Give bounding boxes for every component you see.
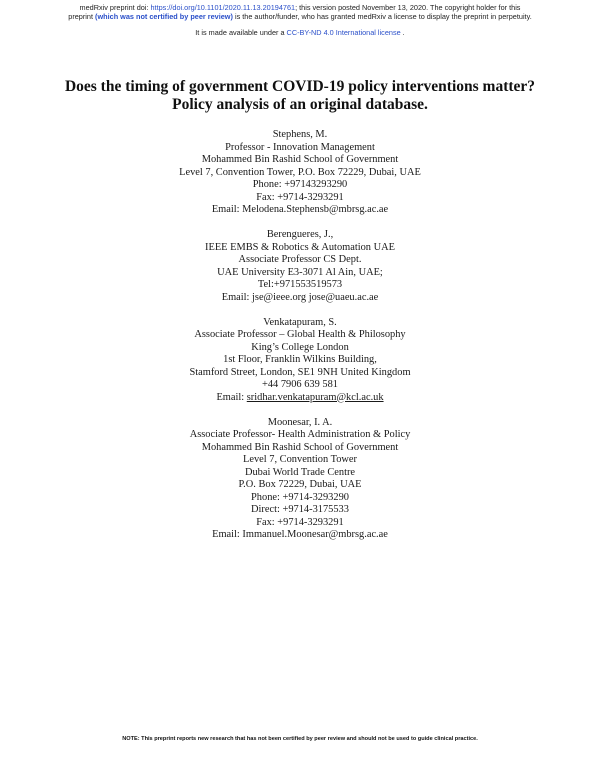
title-line-1: Does the timing of government COVID-19 policy interventions matter? (64, 78, 536, 95)
author-position: Professor - Innovation Management (225, 141, 375, 153)
author-institution: Mohammed Bin Rashid School of Government (201, 154, 399, 165)
author-list (0, 129, 600, 554)
author-name: Stephens, M. (272, 129, 328, 140)
author-address-line-2: Stamford Street, London, SE1 9NH United Kingdom (189, 366, 411, 378)
author-position: Associate Professor – Global Health & Philosophy (194, 329, 406, 340)
email-link[interactable]: sridhar.venkatapuram@kcl.ac.uk (246, 391, 384, 403)
author-fax: Fax: +9714-3293291 (256, 191, 344, 203)
author-email: Email: Immanuel.Moonesar@mbrsg.ac.ae (212, 529, 388, 540)
author-position: Associate Professor- Health Administration & Policy (189, 429, 411, 440)
banner-line-2 (0, 12, 600, 21)
author-block-moonesar (0, 417, 600, 542)
author-address-line-3: P.O. Box 72229, Dubai, UAE (238, 479, 362, 490)
author-address-line-1: Level 7, Convention Tower (243, 454, 357, 465)
banner-preprint-prefix: preprint (68, 12, 96, 22)
author-institution: King’s College London (251, 341, 349, 353)
author-name: Berengueres, J., (266, 229, 334, 240)
author-phone: Tel:+971553519573 (257, 279, 343, 290)
author-email: Email: jse@ieee.org jose@uaeu.ac.ae (221, 291, 379, 303)
email-prefix: Email: (216, 391, 247, 403)
author-block-venkatapuram (0, 317, 600, 405)
author-address-line-1: 1st Floor, Franklin Wilkins Building, (223, 354, 377, 365)
author-email: Email: Melodena.Stephensb@mbrsg.ac.ae (211, 204, 389, 215)
title-line-2: Policy analysis of an original database. (172, 96, 428, 113)
author-address: UAE University E3-3071 Al Ain, UAE; (217, 266, 383, 278)
author-phone: Phone: +9714-3293290 (251, 491, 349, 503)
author-direct: Direct: +9714-3175533 (251, 504, 349, 515)
banner-doi-prefix: medRxiv preprint doi: (79, 3, 151, 12)
author-institution: Mohammed Bin Rashid School of Government (201, 441, 399, 453)
license-line (0, 28, 600, 37)
banner-copyright-text: ; this version posted November 13, 2020. The copyright holder for this (295, 3, 521, 12)
author-block-berengueres (0, 229, 600, 304)
author-name: Venkatapuram, S. (263, 316, 337, 328)
author-address: Level 7, Convention Tower, P.O. Box 72229, Dubai, UAE (179, 166, 421, 178)
license-link[interactable]: CC-BY-ND 4.0 International license (286, 27, 401, 37)
author-affiliation: IEEE EMBS & Robotics & Automation UAE (205, 241, 395, 253)
preprint-banner (0, 3, 600, 37)
author-phone: Phone: +97143293290 (252, 179, 348, 190)
author-name: Moonesar, I. A. (267, 416, 333, 428)
paper-title (0, 78, 600, 114)
banner-line-1 (0, 3, 600, 12)
author-address-line-2: Dubai World Trade Centre (244, 466, 356, 478)
author-phone: +44 7906 639 581 (262, 379, 338, 390)
license-suffix: . (400, 27, 405, 37)
license-prefix: It is made available under a (195, 27, 287, 37)
doi-link[interactable]: https://doi.org/10.1101/2020.11.13.20194761 (150, 3, 296, 12)
author-block-stephens (0, 129, 600, 217)
author-email (0, 392, 600, 405)
banner-license-text: is the author/funder, who has granted medRxiv a license to display the preprint in perpetuity. (232, 12, 532, 22)
author-position: Associate Professor CS Dept. (238, 254, 362, 265)
author-fax: Fax: +9714-3293291 (256, 516, 344, 528)
preprint-footer-note: NOTE: This preprint reports new research that has not been certified by peer review and should not be used to guide clinical practice. (122, 736, 478, 742)
peer-review-notice: (which was not certified by peer review) (95, 12, 233, 22)
